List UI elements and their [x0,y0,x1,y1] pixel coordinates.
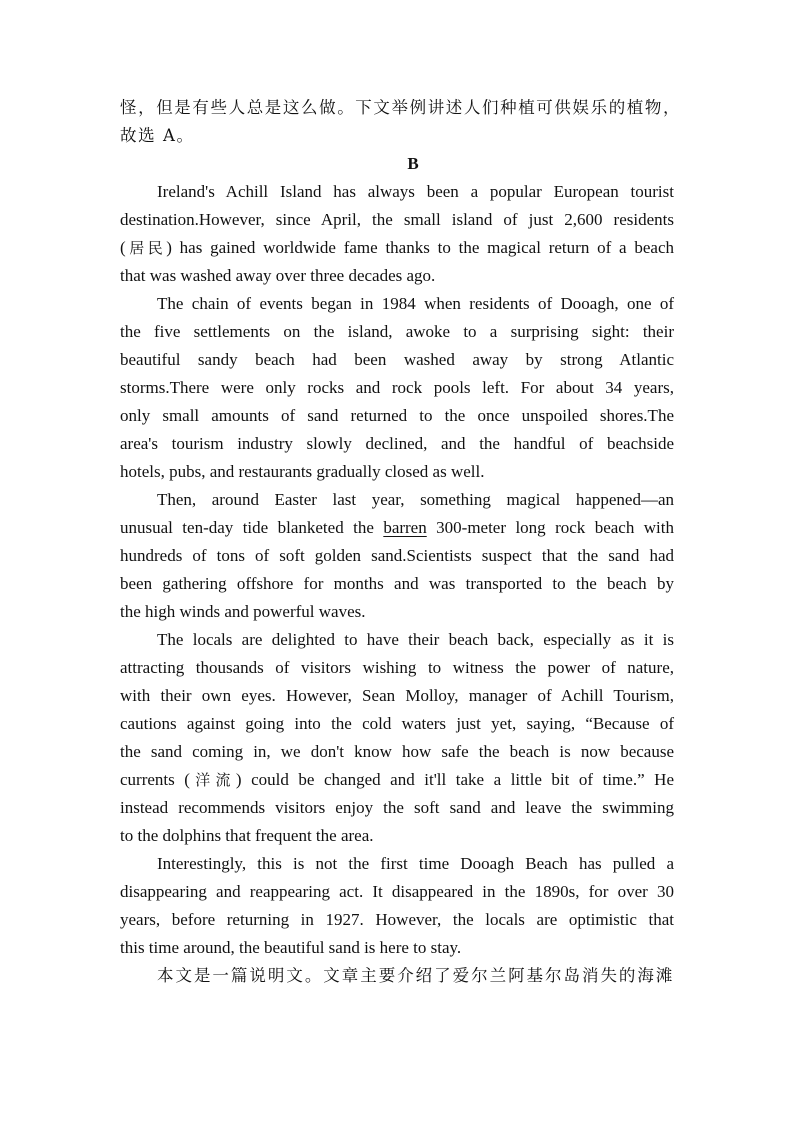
paragraph-line: storms.There were only rocks and rock pools left. For about 34 years, [120,378,674,397]
paragraph-line [120,766,674,794]
paragraph-line: Then, around Easter last year, something magical happened—an [157,490,674,509]
paragraph-2 [120,290,674,486]
intro-line-1: 怪，但是有些人总是这么做。下文举例讲述人们种植可供娱乐的植物， [120,98,682,117]
chinese-gloss: 洋流 [189,771,236,789]
paragraph-line: Ireland's Achill Island has always been a popular European tourist [157,182,674,201]
paragraph-line [120,514,674,542]
paragraph-line: The locals are delighted to have their beach back, especially as it is [157,630,674,649]
paragraph-line: this time around, the beautiful sand is here to stay. [120,938,462,957]
paragraph-line: to the dolphins that frequent the area. [120,826,374,845]
paragraph-5 [120,850,674,962]
paragraph-4 [120,626,674,850]
paragraph-line: cautions against going into the cold waters just yet, saying, “Because of [120,714,674,733]
line-text: currents ( [120,770,190,789]
chinese-gloss: 居民 [125,239,167,257]
line-text: ) could be changed and it'll take a little bit of time.” He [235,770,674,789]
paragraph-line: that was washed away over three decades ago. [120,266,436,285]
paragraph-3 [120,486,674,626]
paragraph-line: hotels, pubs, and restaurants gradually closed as well. [120,462,485,481]
paragraph-line: the high winds and powerful waves. [120,602,366,621]
line-text: unusual ten-day tide blanketed the [120,518,384,537]
document-page [120,94,682,990]
paragraph-line: The chain of events began in 1984 when residents of Dooagh, one of [157,294,674,313]
paragraph-line: instead recommends visitors enjoy the soft sand and leave the swimming [120,798,674,817]
paragraph-line [120,234,674,262]
paragraph-line: destination.However, since April, the small island of just 2,600 residents [120,210,674,229]
paragraph-line: hundreds of tons of soft golden sand.Scientists suspect that the sand had [120,546,674,565]
line-text: ) has gained worldwide fame thanks to the magical return of a beach [166,238,674,257]
paragraph-line: been gathering offshore for months and was transported to the beach by [120,574,674,593]
paragraph-line: disappearing and reappearing act. It disappeared in the 1890s, for over 30 [120,882,674,901]
paragraph-line: attracting thousands of visitors wishing to witness the power of nature, [120,658,674,677]
paragraph-line: only small amounts of sand returned to the once unspoiled shores.The [120,406,674,425]
paragraph-line: the five settlements on the island, awoke to a surprising sight: their [120,322,674,341]
paren-open: ( [120,238,126,257]
paragraph-line: Interestingly, this is not the first time Dooagh Beach has pulled a [157,854,674,873]
paragraph-line: the sand coming in, we don't know how safe the beach is now because [120,742,674,761]
paragraph-1 [120,178,674,290]
paragraph-line: with their own eyes. However, Sean Molloy, manager of Achill Tourism, [120,686,674,705]
paragraph-line: beautiful sandy beach had been washed away by strong Atlantic [120,350,674,369]
paragraph-line: area's tourism industry slowly declined, and the handful of beachside [120,434,674,453]
line-text: 300-meter long rock beach with [426,518,674,537]
paragraph-line: years, before returning in 1927. However, the locals are optimistic that [120,910,674,929]
section-heading: B [407,154,419,173]
intro-line-2: 故选 A。 [120,126,195,145]
analysis-line: 本文是一篇说明文。文章主要介绍了爱尔兰阿基尔岛消失的海滩 [157,966,674,985]
underlined-vocab-word: barren [383,518,427,537]
